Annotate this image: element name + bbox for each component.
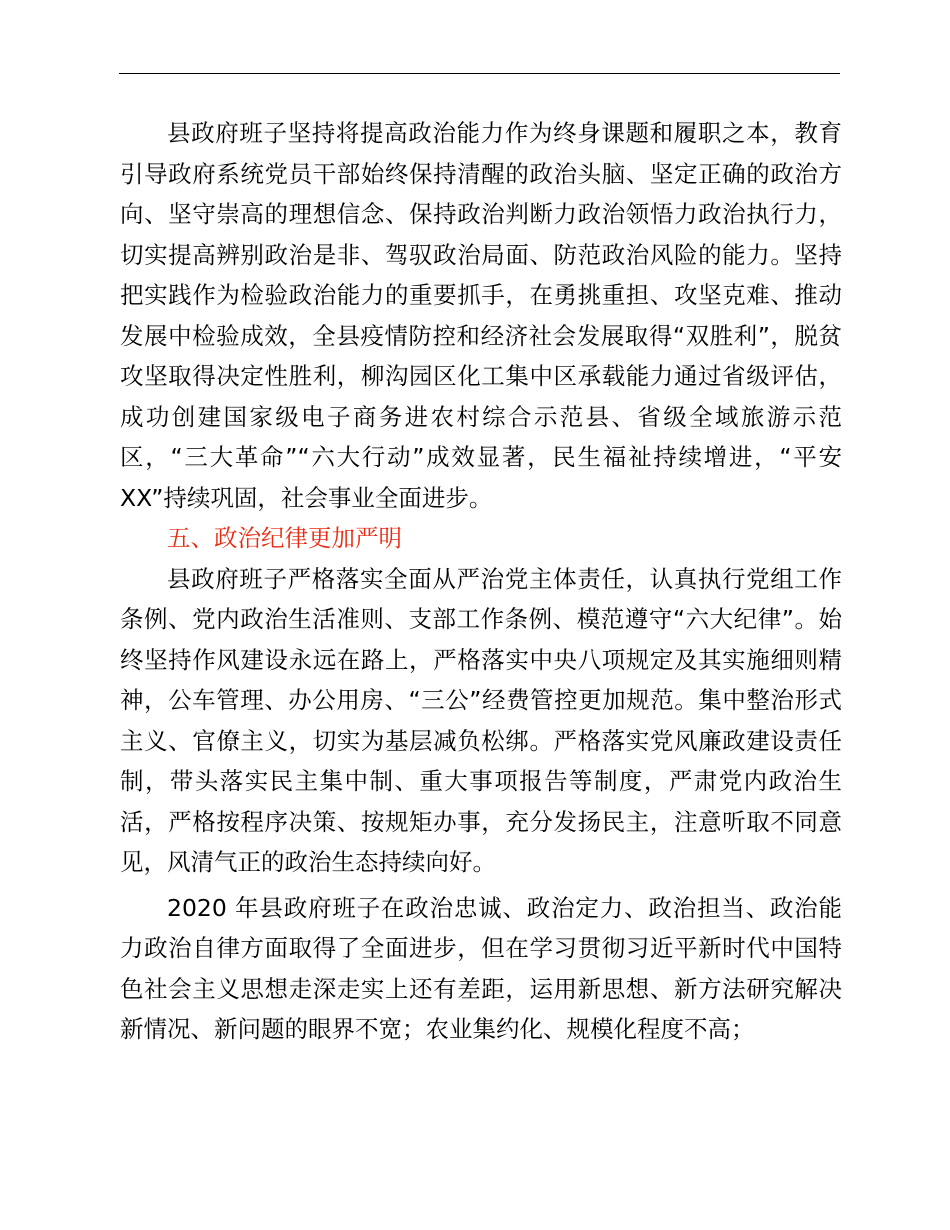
document-body xyxy=(120,113,842,1050)
paragraph-political-ability: 县政府班子坚持将提高政治能力作为终身课题和履职之本，教育引导政府系统党员干部始终保持清醒的政治头脑、坚定正确的政治方向、坚守崇高的理想信念、保持政治判断力政治领悟力政治执行力，切实提高辨别政治是非、驾驭政治局面、防范政治风险的能力。坚持把实践作为检验政治能力的重要抓手，在勇挑重担、攻坚克难、推动发展中检验成效，全县疫情防控和经济社会发展取得“双胜利”，脱贫攻坚取得决定性胜利，柳沟园区化工集中区承载能力通过省级评估，成功创建国家级电子商务进农村综合示范县、省级全域旅游示范区，“三大革命”“六大行动”成效显著，民生福祉持续增进，“平安 XX”持续巩固，社会事业全面进步。 xyxy=(120,119,842,512)
paragraph-summary-2020: 2020 年县政府班子在政治忠诚、政治定力、政治担当、政治能力政治自律方面取得了全面进步，但在学习贯彻习近平新时代中国特色社会主义思想走深走实上还有差距，运用新思想、新方法研究解决新情况、新问题的眼界不宽；农业集约化、规模化程度不高； xyxy=(120,893,842,1043)
header-divider xyxy=(119,73,840,74)
section-heading-political-discipline: 五、政治纪律更加严明 xyxy=(167,524,402,552)
paragraph-political-discipline: 县政府班子严格落实全面从严治党主体责任，认真执行党组工作条例、党内政治生活准则、支部工作条例、模范遵守“六大纪律”。始终坚持作风建设永远在路上，严格落实中央八项规定及其实施细则精神，公车管理、办公用房、“三公”经费管控更加规范。集中整治形式主义、官僚主义，切实为基层减负松绑。严格落实党风廉政建设责任制，带头落实民主集中制、重大事项报告等制度，严肃党内政治生活，严格按程序决策、按规矩办事，充分发扬民主，注意听取不同意见，风清气正的政治生态持续向好。 xyxy=(120,564,842,876)
